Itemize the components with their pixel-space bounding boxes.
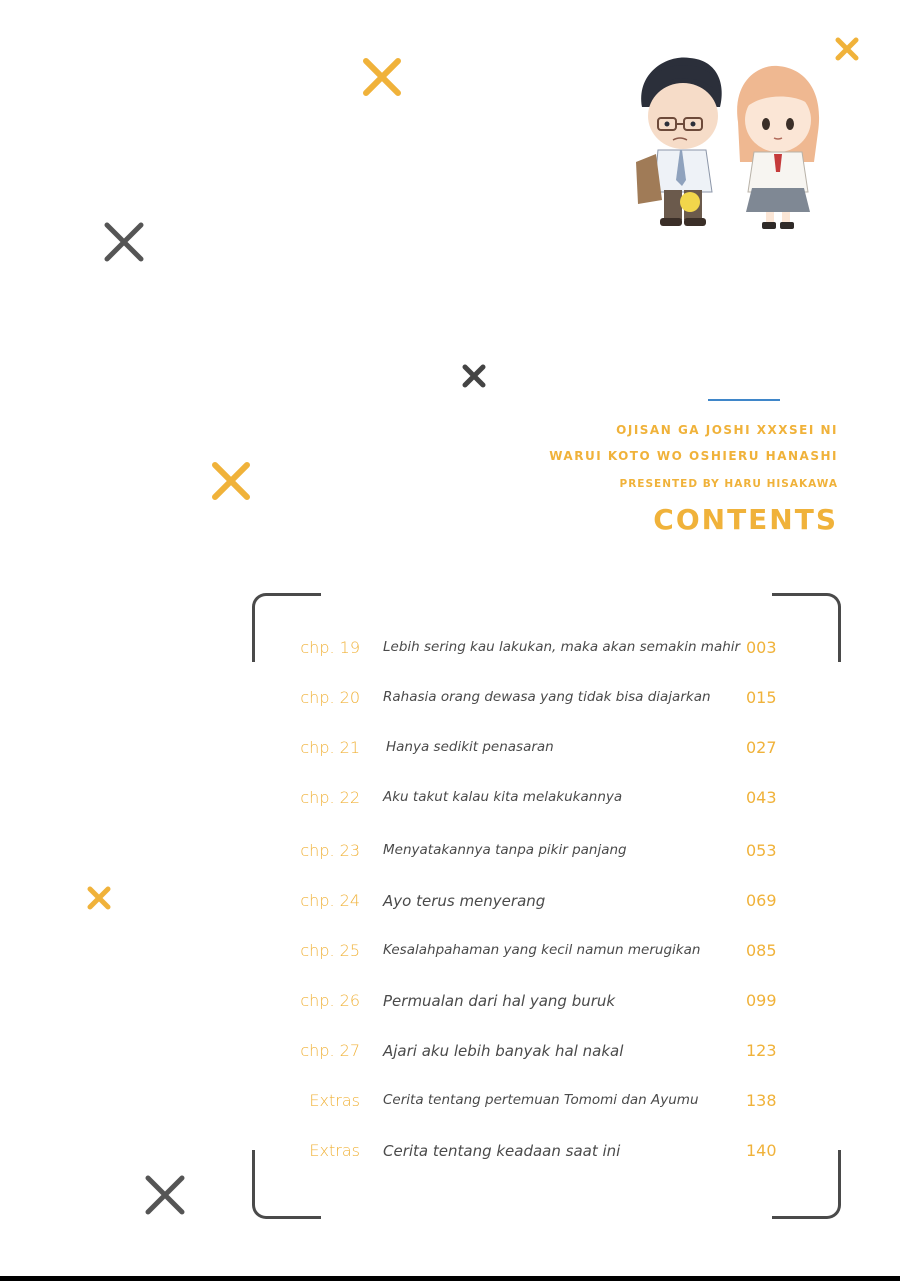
toc-entry[interactable] <box>0 891 900 915</box>
presented-by: PRESENTED BY HARU HISAKAWA <box>619 478 838 490</box>
toc-title: Rahasia orang dewasa yang tidak bisa diajarkan <box>383 689 711 705</box>
toc-title: Cerita tentang pertemuan Tomomi dan Ayumu <box>383 1092 699 1108</box>
toc-chapter-label: Extras <box>309 1091 360 1110</box>
toc-page-number: 015 <box>746 688 777 707</box>
toc-entry[interactable] <box>0 1091 900 1115</box>
toc-page-number: 053 <box>746 841 777 860</box>
toc-page-number: 123 <box>746 1041 777 1060</box>
toc-chapter-label: chp. 20 <box>300 688 360 707</box>
toc-chapter-label: Extras <box>309 1141 360 1160</box>
toc-title: Aku takut kalau kita melakukannya <box>383 789 623 805</box>
toc-page-number: 099 <box>746 991 777 1010</box>
toc-title: Lebih sering kau lakukan, maka akan semakin mahir <box>383 639 741 655</box>
toc-title: Ajari aku lebih banyak hal nakal <box>383 1042 624 1060</box>
toc-page-number: 027 <box>746 738 777 757</box>
toc-entry[interactable] <box>0 841 900 865</box>
contents-heading: CONTENTS <box>653 503 838 536</box>
toc-chapter-label: chp. 23 <box>300 841 360 860</box>
toc-page-number: 043 <box>746 788 777 807</box>
toc-chapter-label: chp. 27 <box>300 1041 360 1060</box>
toc-chapter-label: chp. 19 <box>300 638 360 657</box>
page-bottom-edge <box>0 1276 900 1281</box>
toc-title: Menyatakannya tanpa pikir panjang <box>383 842 627 858</box>
toc-title: Ayo terus menyerang <box>383 892 546 910</box>
toc-chapter-label: chp. 25 <box>300 941 360 960</box>
toc-entry[interactable] <box>0 1041 900 1065</box>
toc-page-number: 003 <box>746 638 777 657</box>
toc-title: Kesalahpahaman yang kecil namun merugikan <box>383 942 701 958</box>
toc-title: Cerita tentang keadaan saat ini <box>383 1142 621 1160</box>
toc-page-number: 085 <box>746 941 777 960</box>
toc-entry[interactable] <box>0 788 900 812</box>
toc-entry[interactable] <box>0 738 900 762</box>
toc-page-number: 140 <box>746 1141 777 1160</box>
series-title-line-2: WARUI KOTO WO OSHIERU HANASHI <box>549 449 838 463</box>
toc-chapter-label: chp. 22 <box>300 788 360 807</box>
toc-entry[interactable] <box>0 941 900 965</box>
toc-chapter-label: chp. 26 <box>300 991 360 1010</box>
toc-chapter-label: chp. 21 <box>300 738 360 757</box>
toc-title: Hanya sedikit penasaran <box>386 739 554 755</box>
toc-page-number: 138 <box>746 1091 777 1110</box>
toc-entry[interactable] <box>0 1141 900 1165</box>
toc-chapter-label: chp. 24 <box>300 891 360 910</box>
toc-entry[interactable] <box>0 991 900 1015</box>
series-title-line-1: OJISAN GA JOSHI XXXSEI NI <box>616 423 838 437</box>
toc-page-number: 069 <box>746 891 777 910</box>
toc-title: Permualan dari hal yang buruk <box>383 992 616 1010</box>
toc-entry[interactable] <box>0 638 900 662</box>
toc-entry[interactable] <box>0 688 900 712</box>
